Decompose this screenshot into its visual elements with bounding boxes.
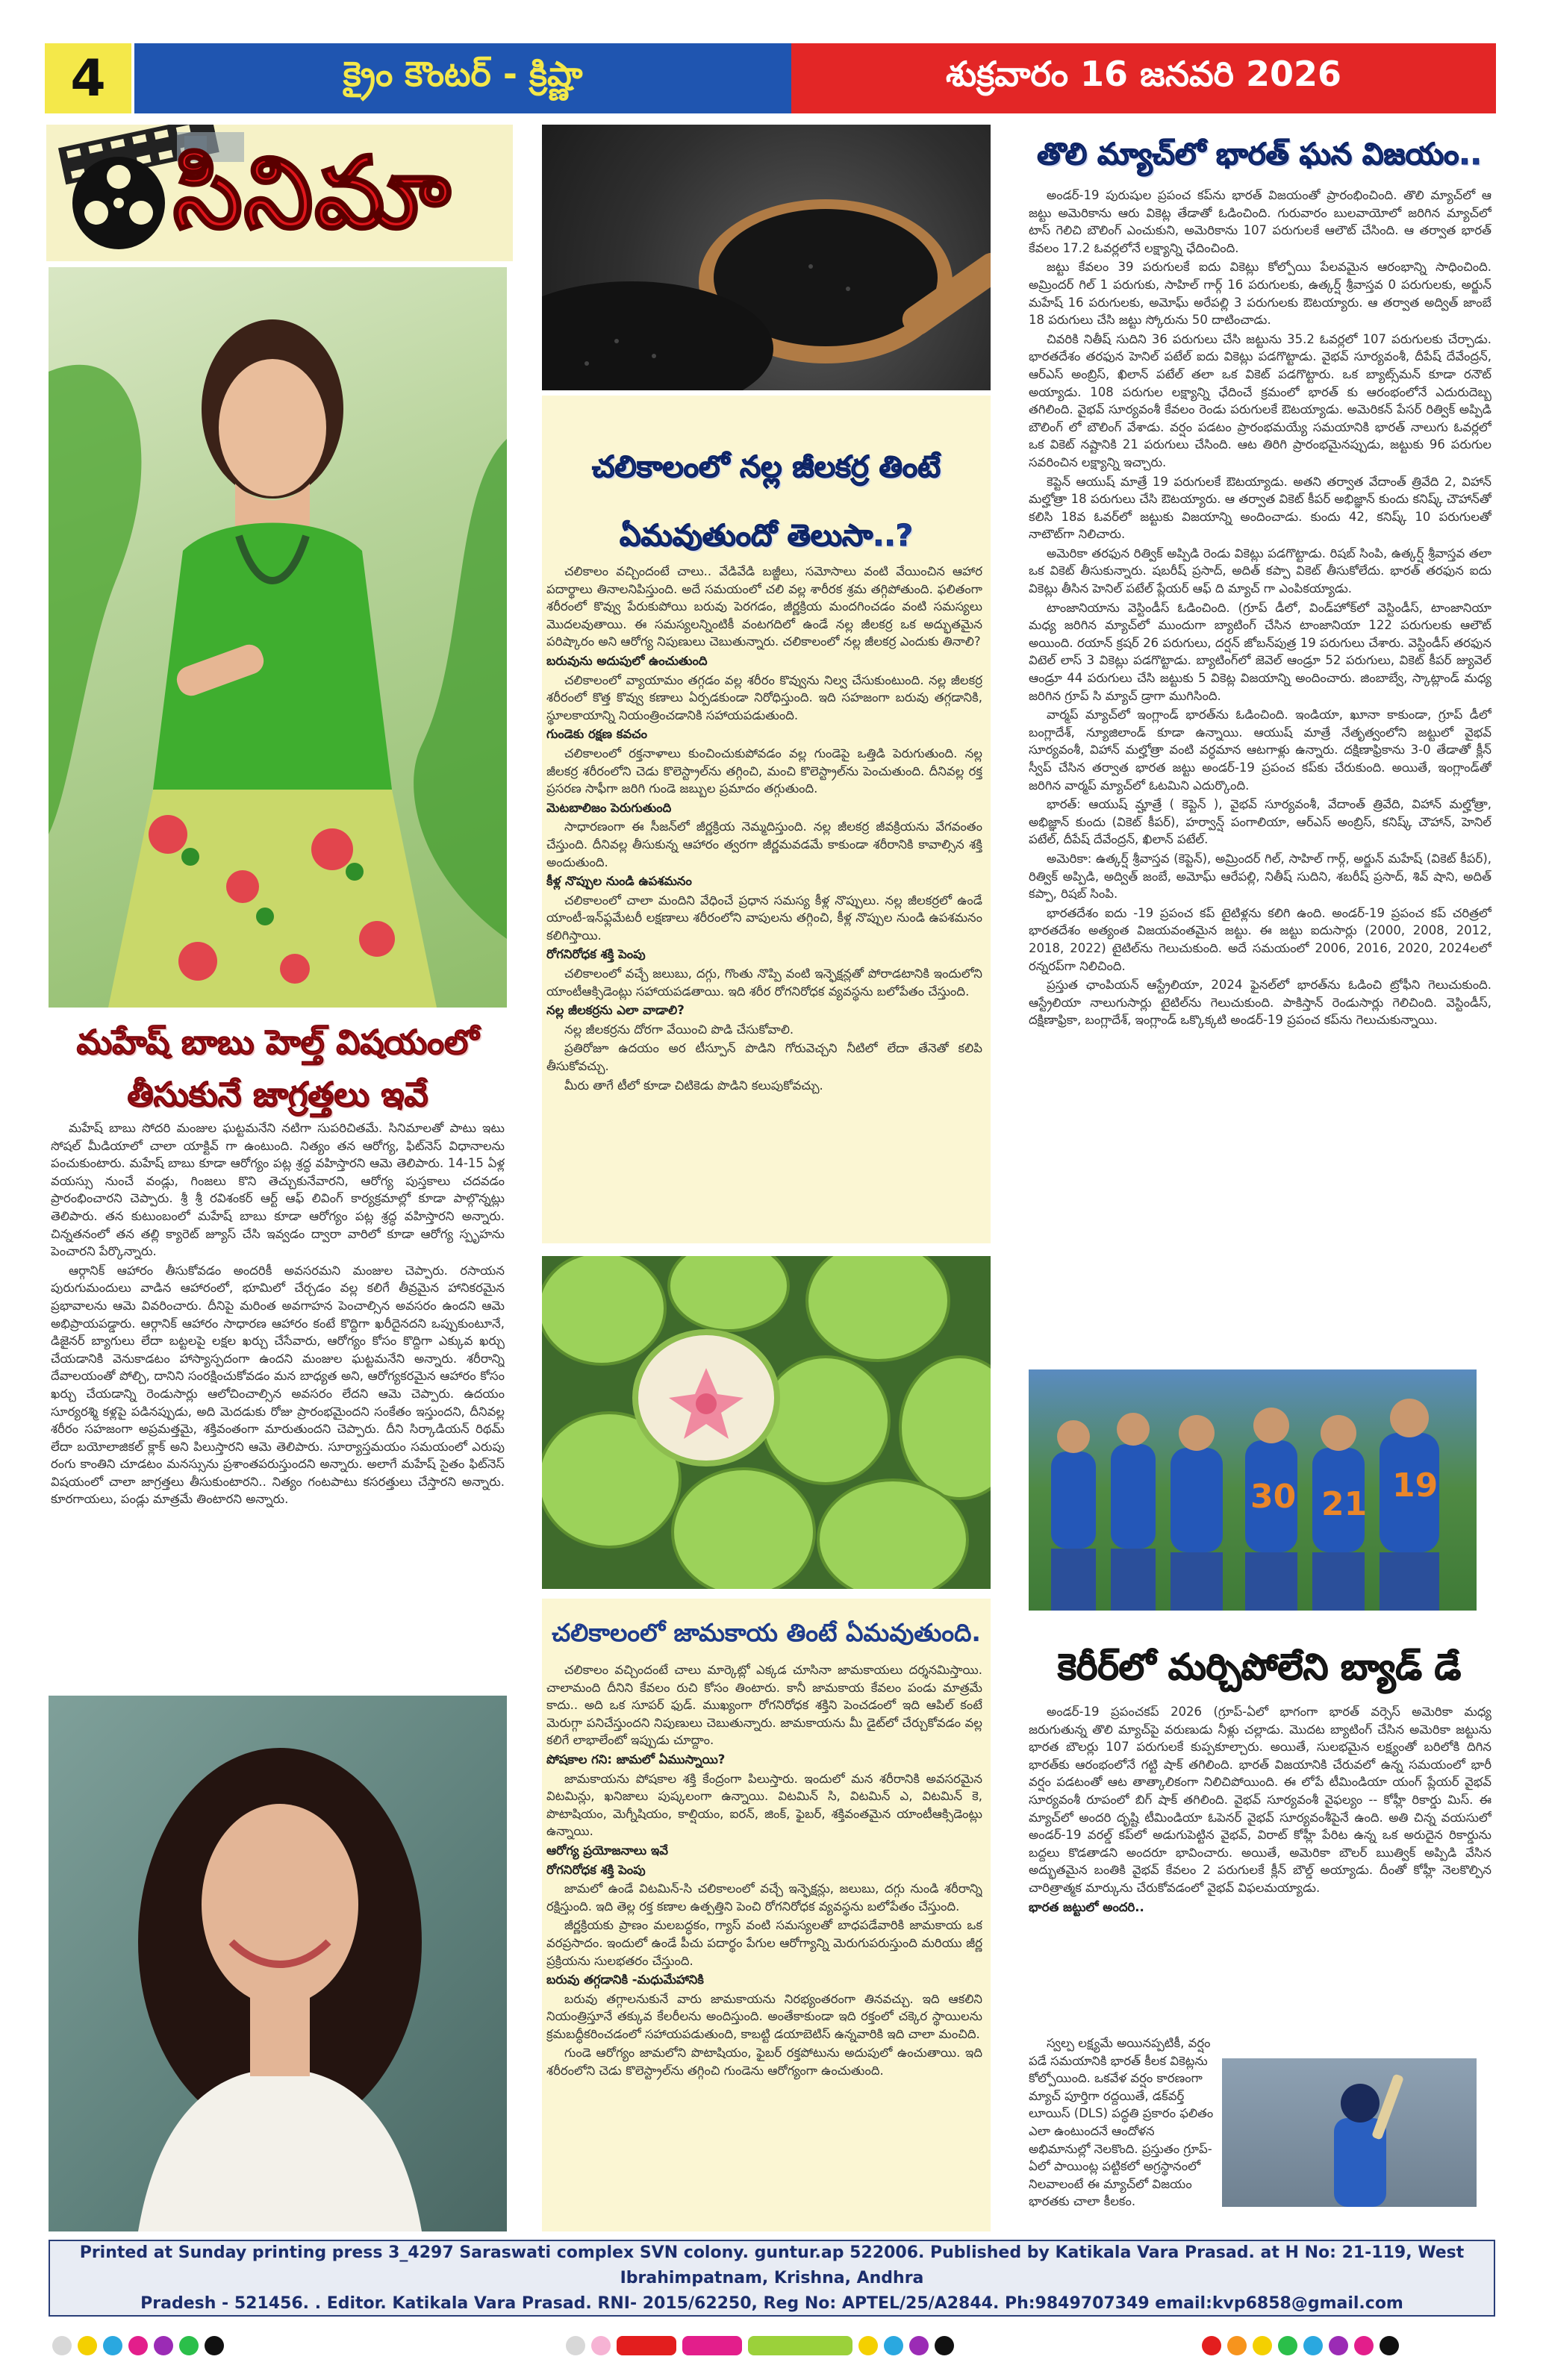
paragraph: అమెరికా తరఫున రిత్విక్ అప్పిడి రెండు వికెట్లు పడగొట్టాడు. రిషబ్ సింపి, ఉత్కర్ష్ శ్రీవాస్తవ తలా ఒక వికెట్ తీసుకున్నారు. షబరీష్ ప్రసాద్, అదిత్ కప్పా వికెట్ తీసుకోలేదు. భారత్ తరఫున ఐదు వికెట్లు తీసిన హెనిల్ పటేల్ ప్లేయర్ ఆఫ్ ది మ్యాచ్ గా ఎంపికయ్యాడు. (1029, 546, 1491, 596)
paragraph: నల్ల జీలకర్రను దోరగా వేయించి పొడి చేసుకోవాలి. (564, 1022, 794, 1037)
issue-date: శుక్రవారం 16 జనవరి 2026 (791, 43, 1496, 113)
paragraph: చలికాలం వచ్చిందంటే చాలు మార్కెట్లో ఎక్కడ చూసినా జామకాయలు దర్శనమిస్తాయి. చాలామంది దీనిని కేవలం రుచి కోసం తింటారు. కానీ జామకాయ కేవలం పండు మాత్రమే కాదు.. అది ఒక సూపర్ ఫుడ్. ముఖ్యంగా రోగనిరోధక శక్తిని పెంచడంలో ఇది ఆపిల్ కంటే మెరుగ్గా పనిచేస్తుందని నిపుణులు చెబుతున్నారు. జామకాయను మీ డైట్‌లో చేర్చుకోవడం వల్ల కలిగే లాభాలేంటో ఇప్పుడు చూద్దాం. (546, 1663, 982, 1748)
guava-illustration (542, 1256, 991, 1589)
jeelakarra-headline-line2: ఏమవుతుందో తెలుసా..? (620, 519, 913, 553)
section-title: క్రైం కౌంటర్ - క్రిష్ణా (134, 43, 791, 113)
color-dot (78, 2336, 97, 2355)
jamakaya-box (542, 1599, 991, 2231)
jeelakarra-headline-line1: చలికాలంలో నల్ల జీలకర్ర తింటే (591, 450, 941, 484)
color-dot (858, 2336, 878, 2355)
imprint-line2: Pradesh - 521456. . Editor. Katikala Vara Prasad. RNI- 2015/62250, Reg No: APTEL/25/A2844. Ph:9849707349 email:kvp6858@gmail.com (140, 2293, 1403, 2313)
paragraph: టాంజానియాను వెస్టిండీస్ ఓడించింది. (గ్రూప్ డీలో, విండ్‌హోక్‌లో వెస్టిండీస్, టాంజానియా మధ్య జరిగిన మ్యాచ్‌లో ముందుగా బ్యాటింగ్ చేసిన టాంజానియా 122 పరుగులకు ఆలౌట్ అయింది. రయాన్ క్రషర్ 26 పరుగులు, దర్షన్ జోబన్‌పుత్ర 19 పరుగులు చేశారు. వెస్టిండీస్ తరఫున విటెల్ లాస్ 3 వికెట్లు పడగొట్టాడు. బ్యాటింగ్‌లో జెవెల్ ఆండ్రూ 52 పరుగులు, వికెట్ కీపర్ జ్యువెల్ ఆండ్రూ 44 పరుగులు చేసి జట్టుకు 5 వికెట్ల విజయాన్ని అందించారు. జింబాబ్వే, స్కాట్లాండ్ మధ్య జరిగిన గ్రూప్ సి మ్యాచ్ డ్రాగా ముగిసింది. (1029, 600, 1491, 703)
page-number: 4 (45, 43, 131, 113)
imprint-line1: Printed at Sunday printing press 3_4297 Saraswati complex SVN colony. guntur.ap 522006. Published by Katikala Vara Prasad. at H No: 21-119, West Ibrahimpatnam, Krishna, Andhra (79, 2243, 1465, 2287)
cricket-win-headline: తొలి మ్యాచ్‌లో భారత్ ఘన విజయం.. (1037, 137, 1482, 172)
subheading: పోషకాల గని: జామలో ఏముస్నాయి? (546, 1752, 726, 1767)
paragraph: ప్రస్తుత ఛాంపియన్ ఆస్ట్రేలియా, 2024 ఫైనల్‌లో భారత్‌ను ఓడించి ట్రోఫీని గెలుచుకుంది. ఆస్ట్రేలియా నాలుగుసార్లు టైటిల్‌ను గెలుచుకుంది. పాకిస్తాన్ రెండుసార్లు గెలిచింది. వెస్టిండీస్, దక్షిణాఫ్రికా, బంగ్లాదేశ్, ఇంగ్లాండ్ ఒక్కొక్కటి అండర్-19 ప్రపంచ కప్‌ను గెలుచుకున్నాయి. (1029, 978, 1491, 1028)
color-dot (1303, 2336, 1323, 2355)
paragraph: చివరికి నితీష్ సుదిని 36 పరుగులు చేసి జట్టును 35.2 ఓవర్లలో 107 పరుగులకు చేర్చాడు. భారతదేశం తరఫున హెనిల్ పటేల్ ఐదు వికెట్లు పడగొట్టాడు. వైభవ్ సూర్యవంశీ, దీపేష్ దేవేంద్రన్, ఆర్‌ఎస్ అంబ్రిస్, ఖిలాన్ పటేల్ తలా ఒక వికెట్ పడగొట్టారు. ఒక బ్యాట్స్‌మన్ కూడా రనౌట్ అయ్యాడు. 108 పరుగుల లక్ష్యాన్ని ఛేదించే క్రమంలో భారత్ కు ఆరంభంలోనే ఎదురుదెబ్బ తగిలింది. వైభవ్ సూర్యవంశీ కేవలం రెండు పరుగులకే ఔటయ్యాడు. అమెరికన్ పేసర్ రిత్విక్ అప్పిడి బౌలింగ్ లో బౌలింగ్ వేశాడు. వర్షం పడటం ప్రారంభమయ్యే సమయానికి భారత్ నాలుగు ఓవర్లలో ఒక వికెట్ నష్టానికి 21 పరుగులు చేసింది. ఆట తిరిగి ప్రారంభమైనప్పుడు, జట్టుకు 96 పరుగుల సవరించిన లక్ష్యాన్ని ఇచ్చారు. (1029, 331, 1491, 469)
color-dot (1278, 2336, 1297, 2355)
black-cumin-photo (542, 125, 991, 390)
bad-day-article-body-continued (1029, 2034, 1215, 2234)
batsman-photo (1222, 2058, 1477, 2207)
actress-illustration (49, 267, 507, 1008)
cinema-logo-text: సినిమా (173, 136, 452, 251)
color-dot (52, 2336, 72, 2355)
paragraph: అమెరికా: ఉత్కర్ష్ శ్రీవాస్తవ (కెప్టెన్), అమ్రిందర్ గిల్, సాహిల్ గార్గ్, అర్జున్ మహేష్ (వికెట్ కీపర్), రిత్విక్ అప్పిడి, అద్విత్ జంబే, అమోఘ్ ఆరేపల్లి, నితీష్ సుదిని, శబరీష్ ప్రసాద్, శివ్ షాని, అదిత్ కప్పా, రిషబ్ సింపి. (1029, 851, 1491, 902)
paragraph: అండర్-19 పురుషుల ప్రపంచ కప్‌ను భారత్ విజయంతో ప్రారంభించింది. తొలి మ్యాచ్‌లో ఆ జట్టు అమెరికాను ఆరు వికెట్ల తేడాతో ఓడించింది. గురువారం బులవాయోలో జరిగిన మ్యాచ్‌లో టాస్ గెలిచి బౌలింగ్ ఎంచుకుని, అమెరికాను 107 పరుగులకే ఆలౌట్ చేసింది. ఆ తర్వాత భారత్ కేవలం 17.2 ఓవర్లలోనే లక్ష్యాన్ని ఛేదించింది. (1029, 188, 1491, 255)
subheading: గుండెకు రక్షణ కవచం (546, 727, 647, 742)
jamakaya-article-body (546, 1661, 982, 2225)
paragraph: జీర్ణక్రియకు ప్రాణం మలబద్ధకం, గ్యాస్ వంటి సమస్యలతో బాధపడేవారికి జామకాయ ఒక వరప్రసాదం. ఇందులో ఉండే పీచు పదార్థం పేగుల ఆరోగ్యాన్ని మెరుగుపరుస్తుంది మరియు జీర్ణ ప్రక్రియను సులభతరం చేస్తుంది. (546, 1918, 982, 1968)
subheading: రోగనిరోధక శక్తి పెంపు (546, 947, 646, 962)
paragraph: స్వల్ప లక్ష్యమే అయినప్పటికీ, వర్షం పడే సమయానికి భారత్ కీలక వికెట్లను కోల్పోయింది. ఒకవేళ వర్షం కారణంగా మ్యాచ్ పూర్తిగా రద్దయితే, డక్‌వర్త్ లూయిస్ (DLS) పద్ధతి ప్రకారం ఫలితం ఎలా ఉంటుందనే ఆందోళన అభిమానుల్లో నెలకొంది. ప్రస్తుతం గ్రూప్-ఏలో పాయింట్ల పట్టికలో అగ్రస్థానంలో నిలవాలంటే ఈ మ్యాచ్‌లో విజయం భారతకు చాలా కీలకం. (1029, 2036, 1214, 2209)
guava-photo (542, 1256, 991, 1589)
batsman-illustration (1222, 2058, 1477, 2207)
subheading: కీళ్ల నొప్పుల నుండి ఉపశమనం (546, 874, 692, 889)
mahesh-headline-line1: మహేష్ బాబు హెల్త్ విషయంలో (76, 1022, 479, 1062)
paragraph: భారతదేశం ఐదు -19 ప్రపంచ కప్ టైటిళ్లను కలిగి ఉంది. అండర్-19 ప్రపంచ కప్ చరిత్రలో భారతదేశం అత్యంత విజయవంతమైన జట్టు. ఈ జట్టు ఐదుసార్లు (2000, 2008, 2012, 2018, 2022) టైటిల్‌ను గెలుచుకుంది. అదే సమయంలో 2006, 2016, 2020, 2024లలో రన్నరప్‌గా నిలిచింది. (1029, 905, 1491, 973)
paragraph: జట్టు కేవలం 39 పరుగులకే ఐదు వికెట్లు కోల్పోయి పేలవమైన ఆరంభాన్ని సాధించింది. అమ్రిందర్ గిల్ 1 పరుగుకు, సాహిల్ గార్గ్ 16 పరుగులకు, ఉత్కర్ష్ శ్రీవాస్తవ 0 పరుగులకు, అర్జున్ మహేష్ 16 పరుగులకు, అమోఘ్ అరేపల్లి 3 పరుగులకు ఔటయ్యారు. ఆ తర్వాత అద్విత్ జాంబే 18 పరుగులు చేసి జట్టు స్కోరును 50 దాటించాడు. (1029, 260, 1491, 328)
color-dot (1253, 2336, 1272, 2355)
paragraph: ఆర్గానిక్ ఆహారం తీసుకోవడం అందరికీ అవసరమని మంజుల చెప్పారు. రసాయన పురుగుమందులు వాడిన ఆహారంలో, భూమిలో చేర్చడం వల్ల కలిగే తీవ్రమైన హానికరమైన ప్రభావాలను ఆమె వివరించారు. దీనిపై మరింత అవగాహన పెంచాల్సిన అవసరం ఉందని ఆమె అభిప్రాయపడ్డారు. ఆర్గానిక్ ఆహారం సాధారణ ఆహారం కంటే కొద్దిగా ఖరీదైనదని ఒప్పుకుంటూనే, డిజైనర్ బ్యాగులు లేదా బట్టలపై లక్షల ఖర్చు చేసేవారు, ఆరోగ్యం కోసం కొద్దిగా ఎక్కువ ఖర్చు చేయడానికి వెనుకాడటం హాస్యాస్పదంగా ఉందని మంజుల ఘట్టమనేని అన్నారు. శరీరాన్ని దేవాలయంతో పోల్చి, దానిని సంరక్షించుకోవడం మన బాధ్యత అని, ఆరోగ్యకరమైన ఆహారం కోసం ఖర్చు చేయడాన్ని రెండుసార్లు ఆలోచించాల్సిన అవసరం లేదని ఆమె చెప్పారు. ఉదయం సూర్యరశ్మి కళ్లపై పడినప్పుడు, అది మెదడుకు రోజు ప్రారంభమైందని సంకేతం ఇస్తుందని, దీనివల్ల శరీరం సహజంగా అప్రమత్తమై, శక్తివంతంగా మారుతుందని చెప్పారు. దీని సిర్కాడియన్ రిథమ్ లేదా బయోలాజికల్ క్లాక్ అని పిలుస్తారని ఆమె తెలిపారు. సూర్యాస్తమయం సమయంలో ఎరుపు రంగు కాంతిని చూడటం మనస్సును ప్రశాంతపరుస్తుందని అన్నారు. అలాగే మహేష్ సైతం ఫిట్‌నెస్ విషయంలో చాలా జాగ్రత్తలు తీసుకుంటారని.. నిత్యం గంటపాటు కసరత్తులు చేస్తారని అన్నారు. కూరగాయలు, పండ్లు మాత్రమే తింటారని అన్నారు. (51, 1263, 505, 1507)
color-registration-left (52, 2334, 224, 2357)
portrait-illustration (49, 1696, 507, 2231)
paragraph: కెప్టెన్ ఆయుష్ మాత్రే 19 పరుగులకే ఔటయ్యాడు. అతని తర్వాత వేదాంత్ త్రివేది 2, విహాన్ మల్హోత్రా 18 పరుగులు చేసి ఔటయ్యారు. ఆ తర్వాత వికెట్ కీపర్ అభిజ్ఞాన్ కుందు కనిష్క్ చౌహాన్‌తో కలిసి 18వ ఓవర్‌లో జట్టుకు విజయాన్ని అందించాడు. కుందు 42, కనిష్క్ 10 పరుగులతో నాటౌట్‌గా నిలిచారు. (1029, 474, 1491, 542)
imprint-footer (49, 2240, 1495, 2317)
color-dot (179, 2336, 199, 2355)
color-registration-center (566, 2334, 954, 2357)
color-bar (748, 2336, 852, 2355)
color-bar (682, 2336, 742, 2355)
color-dot (1380, 2336, 1399, 2355)
color-dot (1329, 2336, 1348, 2355)
jeelakarra-article-body (546, 563, 982, 1238)
color-dot (1354, 2336, 1374, 2355)
paragraph: గుండె ఆరోగ్యం జామలోని పొటాషియం, ఫైబర్ రక్తపోటును అదుపులో ఉంచుతాయి. ఇది శరీరంలోని చెడు కొలెస్ట్రాల్‌ను తగ్గించి గుండెను ఆరోగ్యంగా ఉంచుతుంది. (546, 2046, 982, 2078)
manjula-photo (49, 1696, 507, 2231)
team-illustration (1029, 1369, 1477, 1611)
bad-day-article-body (1029, 1703, 1491, 2031)
subheading: ఆరోగ్య ప్రయోజనాలు ఇవే (546, 1843, 668, 1858)
color-dot (128, 2336, 148, 2355)
cinema-logo (46, 125, 513, 261)
color-dot (1202, 2336, 1221, 2355)
cricket-team-photo (1029, 1369, 1477, 1611)
subheading: మెటబాలిజం పెరుగుతుంది (546, 800, 672, 815)
paragraph: ప్రతిరోజూ ఉదయం అర టీస్పూన్ పొడిని గోరువెచ్చని నీటిలో లేదా తేనెతో కలిపి తీసుకోవచ్చు. (546, 1041, 982, 1074)
jamakaya-headline: చలికాలంలో జామకాయ తింటే ఏమవుతుంది. (552, 1618, 981, 1647)
paragraph: సాధారణంగా ఈ సీజన్‌లో జీర్ణక్రియ నెమ్మదిస్తుంది. నల్ల జీలకర్ర జీవక్రియను వేగవంతం చేస్తుంది. దీనివల్ల తీసుకున్న ఆహారం త్వరగా జీర్ణమవడమే కాకుండా శరీరానికి కావాల్సిన శక్తి అందుతుంది. (546, 819, 982, 869)
mahesh-headline-line2: తీసుకునే జాగ్రత్తలు ఇవే (127, 1075, 428, 1114)
svg-text:19: 19 (1392, 1467, 1438, 1505)
color-dot (591, 2336, 611, 2355)
paragraph: జామలో ఉండే విటమిన్-సి చలికాలంలో వచ్చే ఇన్ఫెక్షన్లు, జలుబు, దగ్గు నుండి శరీరాన్ని రక్షిస్తుంది. ఇది తెల్ల రక్త కణాల ఉత్పత్తిని పెంచి రోగనిరోధక వ్యవస్థను బలోపేతం చేస్తుంది. (546, 1881, 982, 1914)
mahesh-headline (46, 1016, 509, 1121)
paragraph: వార్మప్ మ్యాచ్‌లో ఇంగ్లాండ్ భారత్‌ను ఓడించింది. ఇండియా, ఖూనా కాకుండా, గ్రూప్ డీలో బంగ్లాదేశ్, న్యూజిలాండ్ కూడా ఉన్నాయి. ఆయుష్ మాత్రే నేతృత్వంలోని జట్టులో వైభవ్ సూర్యవంశీ, విహాన్ మల్హోత్రా వంటి వర్ధమాన ఆటగాళ్లు ఉన్నారు. దక్షిణాఫ్రికాను 3-0 తేడాతో క్లీన్ స్వీప్ చేసిన తర్వాత భారత జట్టు అండర్-19 ప్రపంచ కప్‌కు చేరుకుంది. అయితే, ఇంగ్లాండ్‌తో జరిగిన వార్మప్ మ్యాచ్‌లో ఓటమిని ఎదుర్కొంది. (1029, 708, 1491, 793)
subheading: బరువును అదుపులో ఉంచుతుంది (546, 653, 708, 668)
color-registration-right (1202, 2334, 1399, 2357)
paragraph: అండర్-19 ప్రపంచకప్ 2026 (గ్రూప్-ఏలో భాగంగా భారత్ వర్సెస్ అమెరికా మధ్య జరుగుతున్న తొలి మ్యాచ్‌పై వరుణుడు నీళ్లు చల్లాడు. మొదట బ్యాటింగ్ చేసిన అమెరికా జట్టును భారత బౌలర్లు 107 పరుగులకే కుప్పకూల్చారు. అయితే, సులభమైన లక్ష్యంతో బరిలోకి దిగిన భారత్‌కు ఆరంభంలోనే గట్టి షాక్ తగిలింది. భారత్ విజయానికి చేరువలో ఉన్న సమయంలో భారీ వర్షం పడటంతో ఆట తాత్కాలికంగా నిలిచిపోయింది. ఈ లోపే టీమిండియా యంగ్ ప్లేయర్ వైభవ్ సూర్యవంశీ రూపంలో బిగ్ షాక్ తగిలింది. వైభవ్ సూర్యవంశీ వైఫల్యం -- కోహ్లీ రికార్డు మిస్. ఈ మ్యాచ్‌లో అందరి దృష్టి టీమిండియా ఓపెనర్ వైభవ్ సూర్యవంశీపైనే ఉంది. అతి చిన్న వయసులో అండర్-19 వరల్డ్ కప్‌లో అడుగుపెట్టిన వైభవ్, విరాట్ కోహ్లీ పేరిట ఉన్న ఒక అరుదైన రికార్డును బద్దలు కొడతాడని అందరూ భావించారు. అయితే, అమెరికా బౌలర్ ఋత్విక్ అప్పిడి వేసిన అద్భుతమైన బంతికి వైభవ్ కేవలం 2 పరుగులకే క్లీన్ బౌల్డ్ అయ్యాడు. దీంతో కోహ్లీ నెలకొల్పిన చారిత్రాత్మక మార్కును చేరుకోవడంలో వైభవ్ విఫలమయ్యాడు. (1029, 1705, 1491, 1895)
paragraph: చలికాలంలో చాలా మందిని వేధించే ప్రధాన సమస్య కీళ్ల నొప్పులు. నల్ల జీలకర్రలో ఉండే యాంటీ-ఇన్‌ఫ్లమేటరీ లక్షణాలు శరీరంలోని వాపులను తగ్గించి, కీళ్ల నొప్పుల నుండి ఉపశమనం కలిగిస్తాయి. (546, 893, 982, 943)
paragraph: బరువు తగ్గాలనుకునే వారు జామకాయను నిరభ్యంతరంగా తినవచ్చు. ఇది ఆకలిని నియంత్రిస్తూనే తక్కువ కేలరీలను అందిస్తుంది. అంతేకాకుండా ఇది రక్తంలో చక్కెర స్థాయిలను క్రమబద్ధీకరించడంలో సహాయపడుతుంది, కాబట్టి డయాబెటిస్ ఉన్నవారికి ఇది చాలా మంచిది. (546, 1991, 982, 2041)
paragraph: చలికాలంలో వ్యాయామం తగ్గడం వల్ల శరీరం కొవ్వును నిల్వ చేసుకుంటుంది. నల్ల జీలకర్ర శరీరంలో కొత్త కొవ్వు కణాలు ఏర్పడకుండా నిరోధిస్తుంది. ఇది సహజంగా బరువు తగ్గడానికి, స్థూలకాయాన్ని నియంత్రించడానికి సహాయపడుతుంది. (546, 672, 982, 722)
seeds-illustration (542, 125, 991, 390)
color-dot (154, 2336, 173, 2355)
color-dot (566, 2336, 585, 2355)
subheading: నల్ల జీలకర్రను ఎలా వాడాలి? (546, 1003, 685, 1018)
color-dot (1227, 2336, 1247, 2355)
subheading: రోగనిరోధక శక్తి పెంపు (546, 1862, 646, 1877)
jeelakarra-box (542, 396, 991, 1243)
cricket-win-article-body (1029, 187, 1491, 1351)
svg-text:21: 21 (1321, 1485, 1368, 1523)
color-bar (617, 2336, 676, 2355)
color-dot (884, 2336, 903, 2355)
subheading: బరువు తగ్గడానికి -మధుమేహానికి (546, 1973, 704, 1987)
paragraph: చలికాలం వచ్చిందంటే చాలు.. వేడివేడి బజ్జీలు, సమోసాలు వంటి వేయించిన ఆహార పదార్థాలు తినాలనిపిస్తుంది. అదే సమయంలో చలి వల్ల శారీరక శ్రమ తగ్గిపోతుంది. ఫలితంగా శరీరంలో కొవ్వు పేరుకుపోయి బరువు పెరగడం, జీర్ణక్రియ మందగించడం వంటి సమస్యలు మొదలవుతాయి. ఈ సమస్యలన్నింటికీ వంటగదిలో ఉండే నల్ల జీలకర్ర ఒక అద్భుతమైన పరిష్కారం అని ఆరోగ్య నిపుణులు చెబుతున్నారు. చలికాలంలో నల్ల జీలకర్ర ఎందుకు తినాలి? (546, 564, 982, 649)
mahesh-article-body (51, 1119, 505, 1694)
jeelakarra-headline (542, 433, 991, 570)
svg-text:30: 30 (1250, 1478, 1297, 1516)
paragraph: మీరు తాగే టీలో కూడా చిటికెడు పొడిని కలుపుకోవచ్చు. (564, 1078, 823, 1093)
color-dot (103, 2336, 122, 2355)
actress-photo (49, 267, 507, 1008)
paragraph: చలికాలంలో వచ్చే జలుబు, దగ్గు, గొంతు నొప్పి వంటి ఇన్ఫెక్షన్లతో పోరాడటానికి ఇందులోని యాంటీఆక్సిడెంట్లు సహాయపడతాయి. ఇది శరీర రోగనిరోధక వ్యవస్థను బలోపేతం చేస్తుంది. (546, 966, 982, 999)
film-reel-icon (63, 147, 175, 259)
paragraph: జామకాయను పోషకాల శక్తి కేంద్రంగా పిలుస్తారు. ఇందులో మన శరీరానికి అవసరమైన విటమిన్లు, ఖనిజాలు పుష్కలంగా ఉన్నాయి. విటమిన్ సి, విటమిన్ ఎ, విటమిన్ కె, పొటాషియం, మెగ్నీషియం, కాల్షియం, ఐరన్, జింక్, ఫైబర్, శక్తివంతమైన యాంటీఆక్సిడెంట్లు ఉన్నాయి. (546, 1771, 982, 1839)
paragraph: మహేష్ బాబు సోదరి మంజుల ఘట్టమనేని నటిగా సుపరిచితమే. సినిమాలతో పాటు ఇటు సోషల్ మీడియాలో చాలా యాక్టివ్ గా ఉంటుంది. నిత్యం తన ఆరోగ్య, ఫిట్‌నెస్ విధానాలను పంచుకుంటారు. మహేష్ బాబు కూడా ఆరోగ్యం పట్ల శ్రద్ధ వహిస్తారని ఆమె తెలిపారు. 14-15 ఏళ్ల వయస్సు నుంచే వండ్లు, గింజలు కొని తెచ్చుకునేవారని, ఆరోగ్య పుస్తకాలు చదవడం ప్రారంభించారని చెప్పారు. శ్రీ శ్రీ రవిశంకర్ ఆర్ట్ ఆఫ్ లివింగ్ కార్యక్రమాల్లో కూడా పాల్గొన్నట్లు తెలిపారు. తన కుటుంబంలో మహేష్ బాబు కూడా ఆరోగ్యం పట్ల శ్రద్ధ వహిస్తారని అన్నారు. చిన్నతనంలో తన తల్లి క్యారెట్ జ్యూస్ చేసి ఇవ్వడం ద్వారా వారిలో కూడా ఆరోగ్య స్పృహను పెంచారని పేర్కొన్నారు. (51, 1121, 505, 1259)
paragraph: భారత్: ఆయుష్ మ్హాత్రే ( కెప్టెన్ ), వైభవ్ సూర్యవంశీ, వేదాంత్ త్రివేది, విహాన్ మల్హోత్రా, అభిజ్ఞాన్ కుందు (వికెట్ కీపర్), హర్వాన్ష్ పంగాలియా, ఆర్ఎస్ అంబ్రిస్, కనిష్క్ చౌహాన్, హెనిల్ పటేల్, దీపేష్ దేవేంద్రన్, ఖిలాన్ పటేల్. (1029, 797, 1491, 847)
paragraph: చలికాలంలో రక్తనాళాలు కుంచించుకుపోవడం వల్ల గుండెపై ఒత్తిడి పెరుగుతుంది. నల్ల జీలకర్ర శరీరంలోని చెడు కొలెస్ట్రాల్‌ను తగ్గించి, మంచి కొలెస్ట్రాల్‌ను పెంచుతుంది. దీనివల్ల రక్త ప్రసరణ సాఫీగా జరిగి గుండె జబ్బుల ప్రమాదం తగ్గుతుంది. (546, 746, 982, 796)
bad-day-headline: కెరీర్‌లో మర్చిపోలేని బ్యాడ్ డే (1057, 1646, 1462, 1688)
paragraph: భారత జట్టులో అందరి.. (1029, 1899, 1144, 1914)
color-dot (935, 2336, 954, 2355)
color-dot (205, 2336, 224, 2355)
color-dot (909, 2336, 929, 2355)
